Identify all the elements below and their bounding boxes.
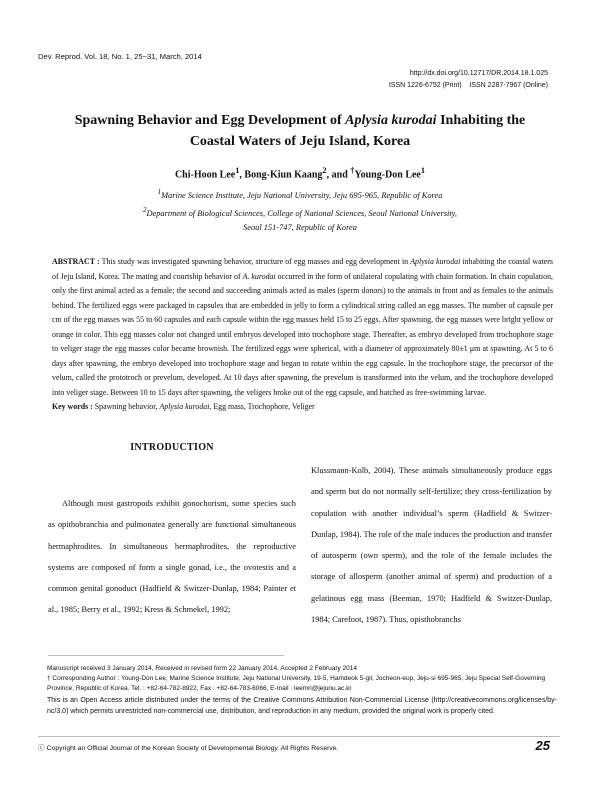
footer-divider <box>38 736 560 737</box>
corresponding-author-note: † Corresponding Author : Young-Don Lee, Marine Science Institute, Jeju National University, 19-5, Hamdeok 5-gil, Jocheon-eup, Jeju-si 695-965, Jeju Special Self-Governing Province, Republic of Korea. Tel. : +82-64-782-8922, Fax : +82-64-783-6066, E-mail : leemri@jejunu.ac.kr <box>47 674 546 692</box>
copyright-line: ⓒ Copyright an Official Journal of the Korean Society of Developmental Biology. All Rights Reserve. <box>38 745 339 752</box>
body-column-left: Although most gastropods exhibit gonochorism, some species such as opithobranchia and pulmonatea generally are functional simultaneous hermaphrodites. In simultaneous hermaphrodites, the reproductive systems are composed of form a single gonad, i.e., the ovotestis and a common genital gonoduct (Hadfield & Switzer-Dunlap, 1984; Painter et al., 1985; Berry et al., 1992; Kress & Schmekel, 1992; <box>48 499 296 615</box>
keywords-text: , Egg mass, Trochophore, Veliger <box>209 402 315 411</box>
corresponding-mark: † <box>350 166 355 175</box>
keywords <box>52 400 553 415</box>
affil-mark: 2 <box>142 205 147 214</box>
affil-text: Department of Biological Sciences, College of National Sciences, Seoul National University, <box>146 208 458 218</box>
affil-mark: 1 <box>157 188 162 196</box>
affiliation-2-cont: Seoul 151-747, Republic of Korea <box>243 222 357 232</box>
keywords-text: Spawning behavior, <box>92 402 160 411</box>
abstract-label: ABSTRACT : <box>52 257 100 266</box>
abstract-species: A. kurodai <box>242 271 276 281</box>
abstract-text: occurred in the form of unilateral copulating with chain formation. In chain copulation, only the first animal acted as a female; the second and succeeding animals acted as males (sperm donors) to the animals in front and as females to the animals behind. The fertilized eggs were packaged in capsules that are embedded in jelly to form a cylindrical string called an egg masses. The number of capsule per cm of the egg masses was 55 to 60 capsules and each capsule within the egg masses held 15 to 25 eggs. After spawning, the egg masses were bright yellow or orange in color. This egg masses color not changed until embryos developed into trochophore stage. Thereafter, as embryo developed from trochophore stage to veliger stage the egg masses color became brownish. The fertilized eggs were spherical, with a diameter of approximately 80±1 μm at spawning. At 5 to 6 days after spawning, the embryo developed into trochophore stage and began to rotate within the egg capsule. In the trochophore stage, the precursor of the velum, called the prototroch or prevelum, developed. At 10 days after spawning, the prevelum is transformed into the velum, and the trochophore developed into veliger stage. Between 10 to 15 days after spawning, the veligers broke out of the egg capsule, and hatched as free-swimming larvae. <box>52 271 553 397</box>
author-affil-mark: 2 <box>322 166 327 175</box>
journal-citation: Dev. Reprod. Vol. 18, No. 1, 25~31, March, 2014 <box>38 52 202 61</box>
title-line-2: Coastal Waters of Jeju Island, Korea <box>189 134 411 149</box>
affiliation-2 <box>40 203 560 221</box>
author-affil-mark: 1 <box>420 166 426 175</box>
body-column-right: Klussmann-Kolb, 2004). These animals simultaneously produce eggs and sperm but do not normally self-fertilize; they cross-fertilization by copulation with another individual’s sperm (Hadfield & Switzer-Dunlap, 1984). The role of the male induces the production and transfer of autosperm (own sperm), and the role of the female includes the storage of allosperm (another animal of sperm) and production of a gelatinous egg mass (Beeman, 1970; Hadfield & Switzer-Dunlap, 1984; Carefoot, 1987). Thus, opisthobranchs <box>311 466 552 625</box>
title-text: Spawning Behavior and Egg Development of <box>74 113 346 128</box>
affiliation-1 <box>40 185 560 203</box>
author-name: Chi-Hoon Lee <box>174 169 236 181</box>
open-access-notice: This is an Open Access article distributed under the terms of the Creative Commons Attribution Non-Commercial License (http://creativecommons.org/licenses/by-nc/3.0) which permits unrestricted non-commercial use, distribution, and reproduction in any medium, provided the original work is properly cited. <box>47 697 557 715</box>
author-affil-mark: 1 <box>235 166 240 175</box>
page-number: 25 <box>535 738 550 753</box>
keywords-species: Aplysia kurodai <box>159 402 210 411</box>
affil-text: Marine Science Institute, Jeju National University, Jeju 695-965, Republic of Korea <box>161 190 443 200</box>
footnotes <box>47 664 557 693</box>
doi-link[interactable]: http://dx.doi.org/10.12717/DR.2014.18.1.025 <box>409 70 548 77</box>
article-title <box>40 110 560 152</box>
author-list: Chi-Hoon Lee$^1$, Bong-Kiun Kaang$^2$, and †Young-Don Lee$^1$ <box>174 166 426 181</box>
author-name: Bong-Kiun Kaang <box>244 169 323 181</box>
title-text-2: Inhabiting the <box>436 113 526 128</box>
keywords-label: Key words : <box>52 402 93 411</box>
doi-block <box>389 68 548 92</box>
abstract-text: This study was investigated spawning behavior, structure of egg masses and egg development in <box>99 257 411 266</box>
issn-line: ISSN 1226-6752 (Print) ISSN 2287-7967 (Online) <box>388 82 548 89</box>
affiliations <box>40 185 560 235</box>
author-name: Young-Don Lee <box>354 169 421 181</box>
title-species: Aplysia kurodai <box>345 113 437 128</box>
section-heading-introduction: INTRODUCTION <box>130 442 214 453</box>
abstract-species: Aplysia kurodai <box>410 257 461 266</box>
author-separator: , and <box>326 169 351 181</box>
abstract <box>52 255 553 415</box>
footnote-divider <box>48 655 284 656</box>
abstract-text: inhabiting the coastal waters of Jeju Island, Korea. The mating and courtship behavior of <box>52 257 553 281</box>
manuscript-dates: Manuscript received 3 January 2014, Received in revised form 22 January 2014, Accepted 2 February 2014 <box>47 665 358 672</box>
